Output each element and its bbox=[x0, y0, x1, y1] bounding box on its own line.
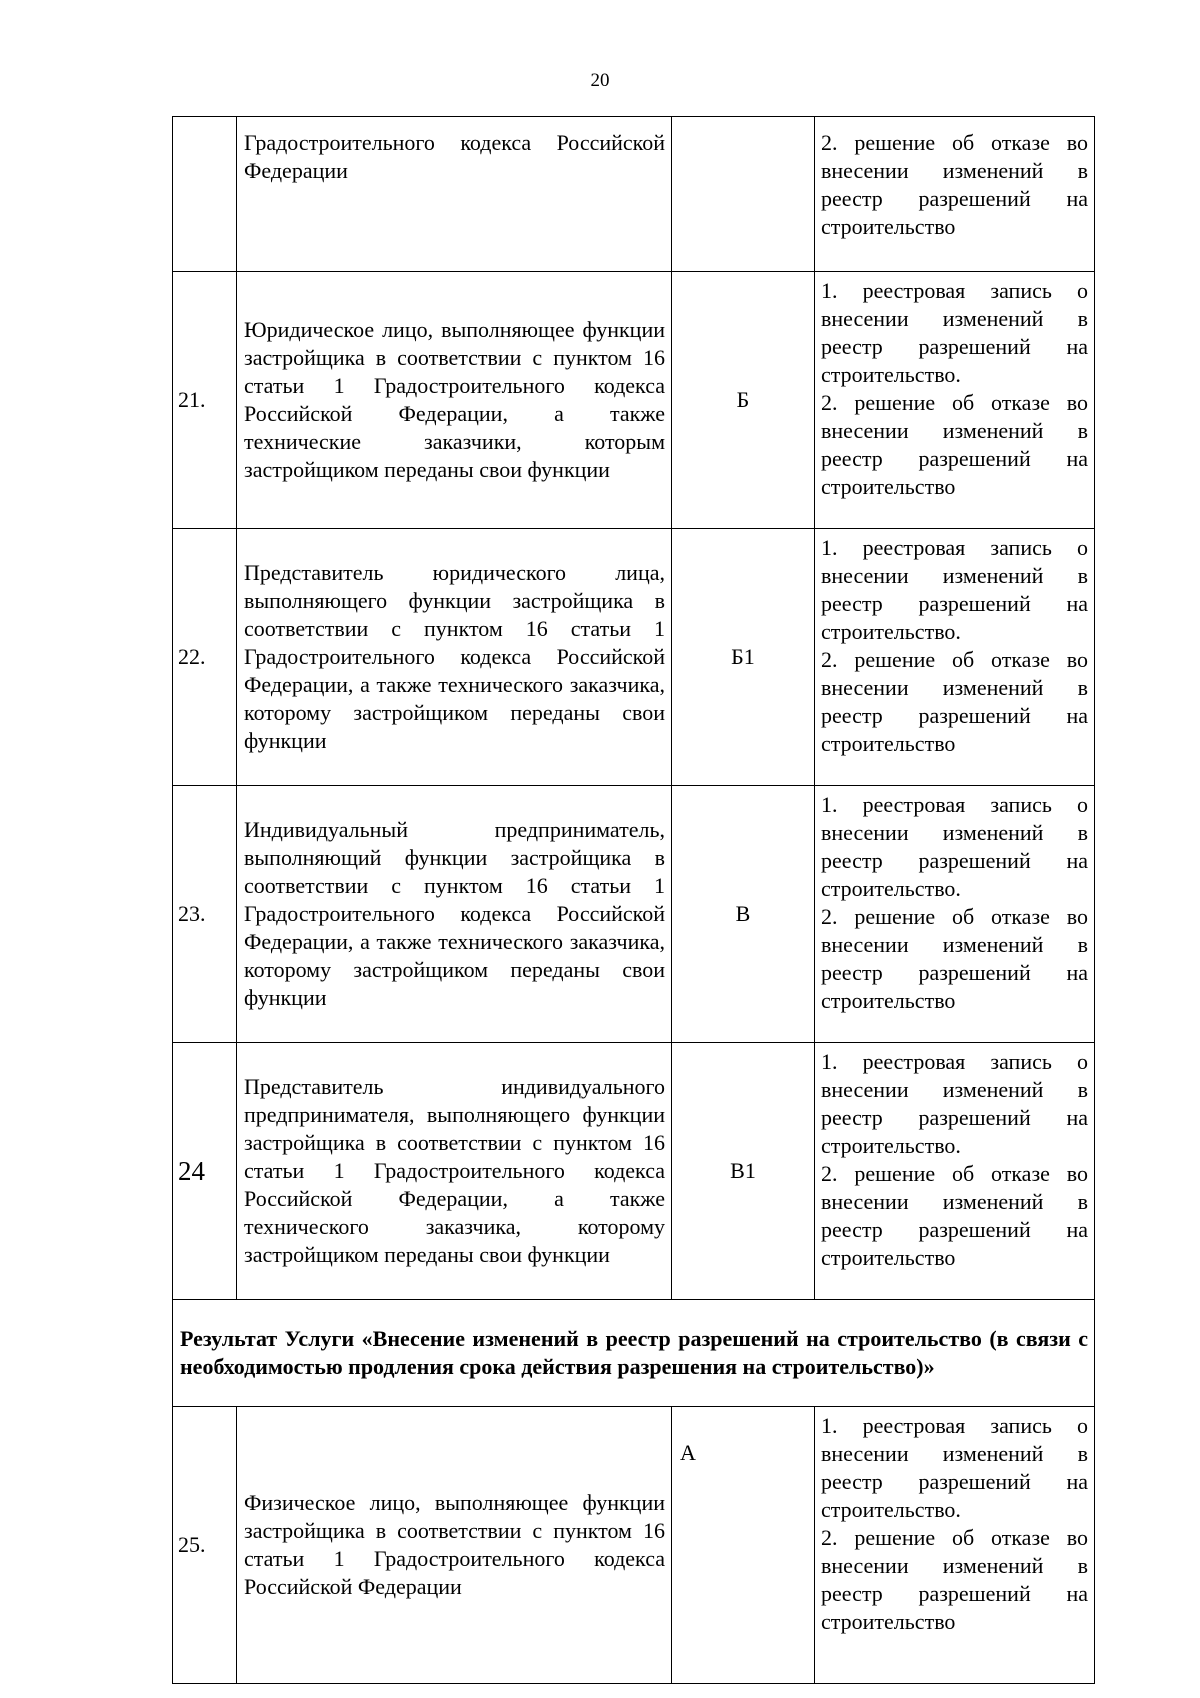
service-result bbox=[815, 272, 1095, 529]
result-record-text: 1. реестровая запись о внесении изменений в реестр разрешений на строительство. bbox=[821, 1049, 1088, 1158]
applicant-text: Физическое лицо, выполняющее функции застройщика в соответствии с пунктом 16 статьи 1 Градостроительного кодекса Российской Федерации bbox=[244, 1490, 665, 1599]
table-row bbox=[173, 272, 1095, 529]
row-number: 23. bbox=[173, 786, 237, 1043]
section-title: Результат Услуги «Внесение изменений в реестр разрешений на строительство (в связи с необходимостью продления срока действия разрешения на строительство)» bbox=[173, 1300, 1095, 1407]
table-row bbox=[173, 786, 1095, 1043]
result-refusal-text: 2. решение об отказе во внесении изменений в реестр разрешений на строительство bbox=[821, 1161, 1088, 1270]
applicant-text: Индивидуальный предприниматель, выполняющий функции застройщика в соответствии с пунктом 16 статьи 1 Градостроительного кодекса Российской Федерации, а также технического заказчика, которому застройщиком переданы свои функции bbox=[244, 817, 665, 1010]
applicant-description bbox=[237, 117, 672, 272]
row-number bbox=[173, 117, 237, 272]
applicant-description bbox=[237, 272, 672, 529]
service-result bbox=[815, 786, 1095, 1043]
result-record-text: 1. реестровая запись о внесении изменений в реестр разрешений на строительство. bbox=[821, 1413, 1088, 1522]
applicant-description bbox=[237, 529, 672, 786]
applicant-code: В bbox=[672, 786, 815, 1043]
result-record-text: 1. реестровая запись о внесении изменений в реестр разрешений на строительство. bbox=[821, 792, 1088, 901]
result-record-text: 1. реестровая запись о внесении изменений в реестр разрешений на строительство. bbox=[821, 535, 1088, 644]
applicants-table bbox=[172, 116, 1095, 1684]
result-text: 2. решение об отказе во внесении изменений в реестр разрешений на строительство bbox=[821, 130, 1088, 239]
result-refusal-text: 2. решение об отказе во внесении изменений в реестр разрешений на строительство bbox=[821, 1525, 1088, 1634]
result-refusal-text: 2. решение об отказе во внесении изменений в реестр разрешений на строительство bbox=[821, 390, 1088, 499]
applicant-code: В1 bbox=[672, 1043, 815, 1300]
table-row bbox=[173, 529, 1095, 786]
applicant-code: Б1 bbox=[672, 529, 815, 786]
row-number: 21. bbox=[173, 272, 237, 529]
applicant-text: Юридическое лицо, выполняющее функции застройщика в соответствии с пунктом 16 статьи 1 Градостроительного кодекса Российской Федерации, а также технические заказчики, которым застройщиком переданы свои функции bbox=[244, 317, 665, 482]
service-result bbox=[815, 1407, 1095, 1684]
applicant-description bbox=[237, 1407, 672, 1684]
applicant-code: А bbox=[672, 1407, 815, 1684]
section-header-row bbox=[173, 1300, 1095, 1407]
result-refusal-text: 2. решение об отказе во внесении изменений в реестр разрешений на строительство bbox=[821, 904, 1088, 1013]
service-result bbox=[815, 117, 1095, 272]
row-number: 22. bbox=[173, 529, 237, 786]
row-number: 24 bbox=[173, 1043, 237, 1300]
applicant-code: Б bbox=[672, 272, 815, 529]
applicant-code bbox=[672, 117, 815, 272]
applicant-description bbox=[237, 786, 672, 1043]
service-result bbox=[815, 1043, 1095, 1300]
page-number: 20 bbox=[590, 70, 610, 91]
table-row bbox=[173, 1043, 1095, 1300]
table-row bbox=[173, 1407, 1095, 1684]
applicant-text: Представитель юридического лица, выполняющего функции застройщика в соответствии с пунктом 16 статьи 1 Градостроительного кодекса Российской Федерации, а также технического заказчика, которому застройщиком переданы свои функции bbox=[244, 560, 665, 753]
service-result bbox=[815, 529, 1095, 786]
row-number: 25. bbox=[173, 1407, 237, 1684]
result-record-text: 1. реестровая запись о внесении изменений в реестр разрешений на строительство. bbox=[821, 278, 1088, 387]
applicant-text: Градостроительного кодекса Российской Федерации bbox=[244, 130, 665, 183]
applicant-text: Представитель индивидуального предпринимателя, выполняющего функции застройщика в соответствии с пунктом 16 статьи 1 Градостроительного кодекса Российской Федерации, а также технического заказчика, которому застройщиком переданы свои функции bbox=[244, 1074, 665, 1267]
applicant-description bbox=[237, 1043, 672, 1300]
result-refusal-text: 2. решение об отказе во внесении изменений в реестр разрешений на строительство bbox=[821, 647, 1088, 756]
table-row bbox=[173, 117, 1095, 272]
